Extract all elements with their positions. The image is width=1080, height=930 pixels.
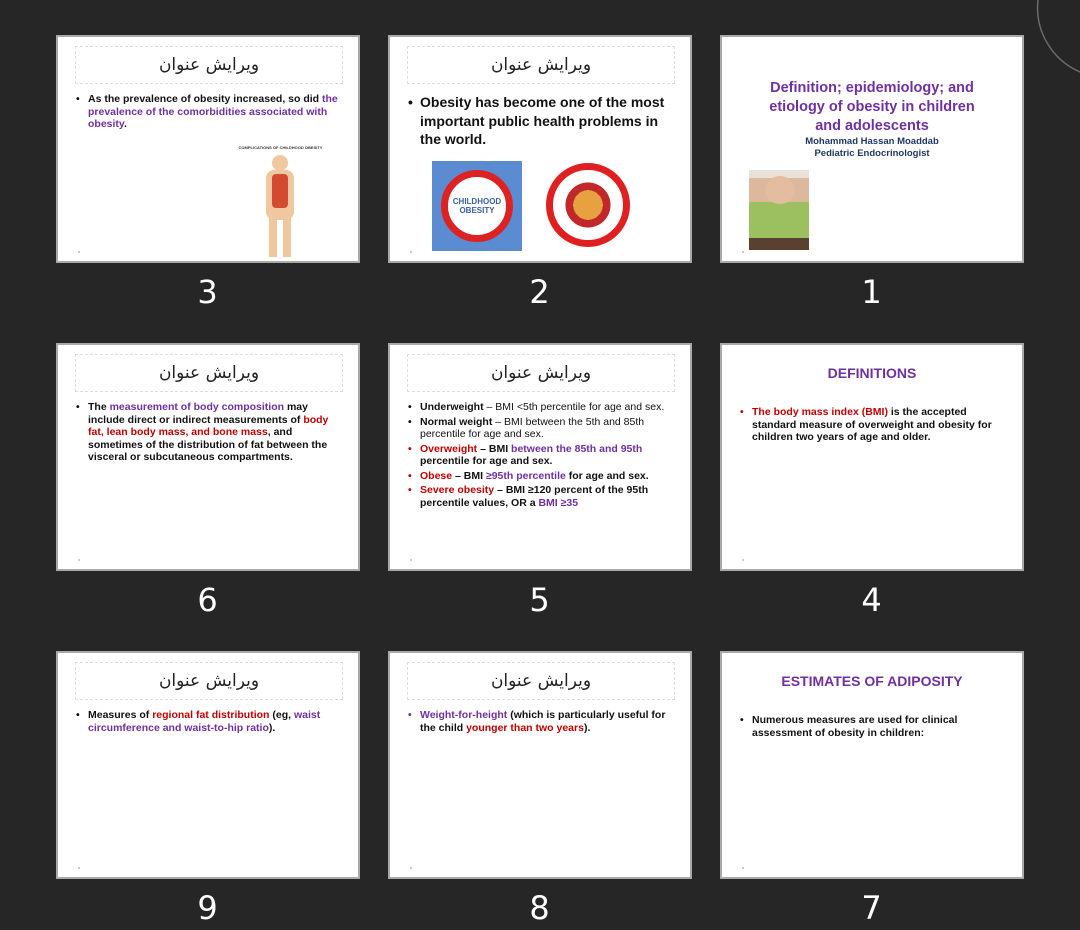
- bullet-item: [408, 709, 678, 734]
- bullet-item: [76, 93, 346, 131]
- slide-title: ویرایش عنوان: [407, 46, 675, 84]
- slide-number: 5: [529, 581, 550, 619]
- text-run: – BMI <5th percentile for age and sex.: [483, 401, 665, 413]
- slide-footer-mark: [410, 867, 412, 869]
- text-run: for age and sex.: [565, 469, 649, 482]
- slide-footer-mark: [742, 251, 744, 253]
- text-run: body fat, lean body mass, and bone mass: [88, 413, 329, 438]
- bullet-item: [408, 416, 678, 441]
- bullet-item: [76, 709, 346, 734]
- slide-title: ویرایش عنوان: [407, 354, 675, 392]
- text-run: – BMI: [452, 469, 486, 482]
- slide-number: 3: [197, 273, 218, 311]
- text-run: , and sometimes of the distribution of fat between the visceral or subcutaneous compartments.: [88, 426, 328, 463]
- slide-footer-mark: [742, 867, 744, 869]
- complications-figure: [218, 145, 343, 260]
- no-junk-food-sign: [546, 163, 630, 247]
- slide-body: [408, 709, 678, 736]
- text-run: the prevalence of the comorbidities associated with obesity: [88, 93, 338, 130]
- slide-body: [740, 406, 1010, 446]
- slide-footer-mark: [78, 251, 80, 253]
- slide-number: 6: [197, 581, 218, 619]
- text-run: Normal weight: [420, 415, 493, 428]
- decorative-arc: [1036, 0, 1080, 74]
- slide-body: [76, 401, 346, 466]
- slide-thumbnail-8[interactable]: [388, 651, 692, 879]
- slide-heading: ESTIMATES OF ADIPOSITY: [781, 673, 963, 689]
- text-run: The: [88, 401, 110, 413]
- slide-body: [408, 93, 678, 151]
- text-run: – BMI: [477, 442, 512, 455]
- bullet-item: [408, 470, 678, 483]
- slide-body: [76, 93, 346, 133]
- slide-thumbnail-6[interactable]: [56, 343, 360, 571]
- text-run: regional fat distribution: [152, 709, 270, 721]
- text-run: – BMI ≥120 percent of the 95th percentile values, OR a: [420, 484, 649, 509]
- text-run: Weight-for-height: [420, 709, 508, 721]
- text-run: is the accepted standard measure of overweight and obesity for children two years of age and older.: [752, 406, 992, 443]
- bullet-item: [76, 401, 346, 464]
- childhood-obesity-sign: CHILDHOOD OBESITY: [432, 161, 522, 251]
- slide-title: ویرایش عنوان: [75, 46, 343, 84]
- text-run: Overweight: [420, 442, 478, 455]
- slide-footer-mark: [78, 559, 80, 561]
- text-run: BMI ≥35: [538, 496, 579, 509]
- text-run: ).: [583, 721, 591, 734]
- text-run: percentile for age and sex.: [420, 455, 553, 467]
- text-run: may include direct or indirect measurements of: [88, 401, 308, 426]
- bullet-item: [408, 93, 678, 149]
- presentation-title: Definition; epidemiology; and etiology of obesity in children and adolescents: [769, 80, 975, 134]
- slide-thumbnail-7[interactable]: [720, 651, 1024, 879]
- slide-thumbnail-1[interactable]: [720, 35, 1024, 263]
- text-run: Obesity has become one of the most important public health problems in the world.: [420, 94, 665, 147]
- slide-number: 8: [529, 889, 550, 927]
- baby-photo: [749, 170, 809, 250]
- text-run: ).: [268, 721, 276, 734]
- text-run: The body mass index (BMI): [752, 406, 888, 418]
- slide-thumbnail-3[interactable]: [56, 35, 360, 263]
- slide-thumbnail-9[interactable]: [56, 651, 360, 879]
- slide-body: [408, 401, 678, 511]
- bullet-item: [408, 401, 678, 414]
- text-run: (eg,: [269, 709, 294, 721]
- text-run: Underweight: [420, 401, 484, 413]
- bullet-item: [740, 406, 1010, 444]
- slide-number: 9: [197, 889, 218, 927]
- slide-body: [76, 709, 346, 736]
- figure-title: COMPLICATIONS OF CHILDHOOD OBESITY: [238, 145, 323, 150]
- text-run: measurement of body composition: [109, 401, 285, 413]
- text-run: ≥95th percentile: [485, 469, 566, 482]
- text-run: Measures of: [88, 709, 153, 721]
- slide-number: 2: [529, 273, 550, 311]
- bullet-item: [408, 484, 678, 509]
- slide-title: ویرایش عنوان: [407, 662, 675, 700]
- text-run: waist circumference and waist-to-hip ratio: [88, 709, 321, 734]
- slide-number: 4: [861, 581, 882, 619]
- slide-title: ویرایش عنوان: [75, 354, 343, 392]
- text-run: Numerous measures are used for clinical assessment of obesity in children:: [752, 714, 958, 739]
- text-run: .: [123, 118, 127, 130]
- text-run: between the 85th and 95th: [511, 442, 643, 455]
- slide-thumbnail-4[interactable]: [720, 343, 1024, 571]
- slide-title: ویرایش عنوان: [75, 662, 343, 700]
- bullet-item: [408, 443, 678, 468]
- slide-body: [740, 714, 1010, 741]
- bullet-item: [740, 714, 1010, 739]
- text-run: Severe obesity: [420, 484, 495, 496]
- text-run: younger than two years: [466, 721, 584, 734]
- slide-number: 1: [861, 273, 882, 311]
- text-run: (which is particularly useful for the child: [420, 709, 666, 734]
- text-run: As the prevalence of obesity increased, so did: [88, 93, 322, 105]
- slide-thumbnail-5[interactable]: [388, 343, 692, 571]
- author-role: Pediatric Endocrinologist: [814, 148, 930, 159]
- text-run: Obese: [420, 469, 453, 482]
- slide-footer-mark: [742, 559, 744, 561]
- author-name: Mohammad Hassan Moaddab: [805, 136, 939, 147]
- slide-footer-mark: [410, 251, 412, 253]
- slide-heading: DEFINITIONS: [827, 365, 917, 381]
- slide-number: 7: [861, 889, 882, 927]
- text-run: – BMI between the 5th and 85th percentile for age and sex.: [420, 415, 645, 440]
- slide-thumbnail-2[interactable]: [388, 35, 692, 263]
- slide-footer-mark: [78, 867, 80, 869]
- slide-footer-mark: [410, 559, 412, 561]
